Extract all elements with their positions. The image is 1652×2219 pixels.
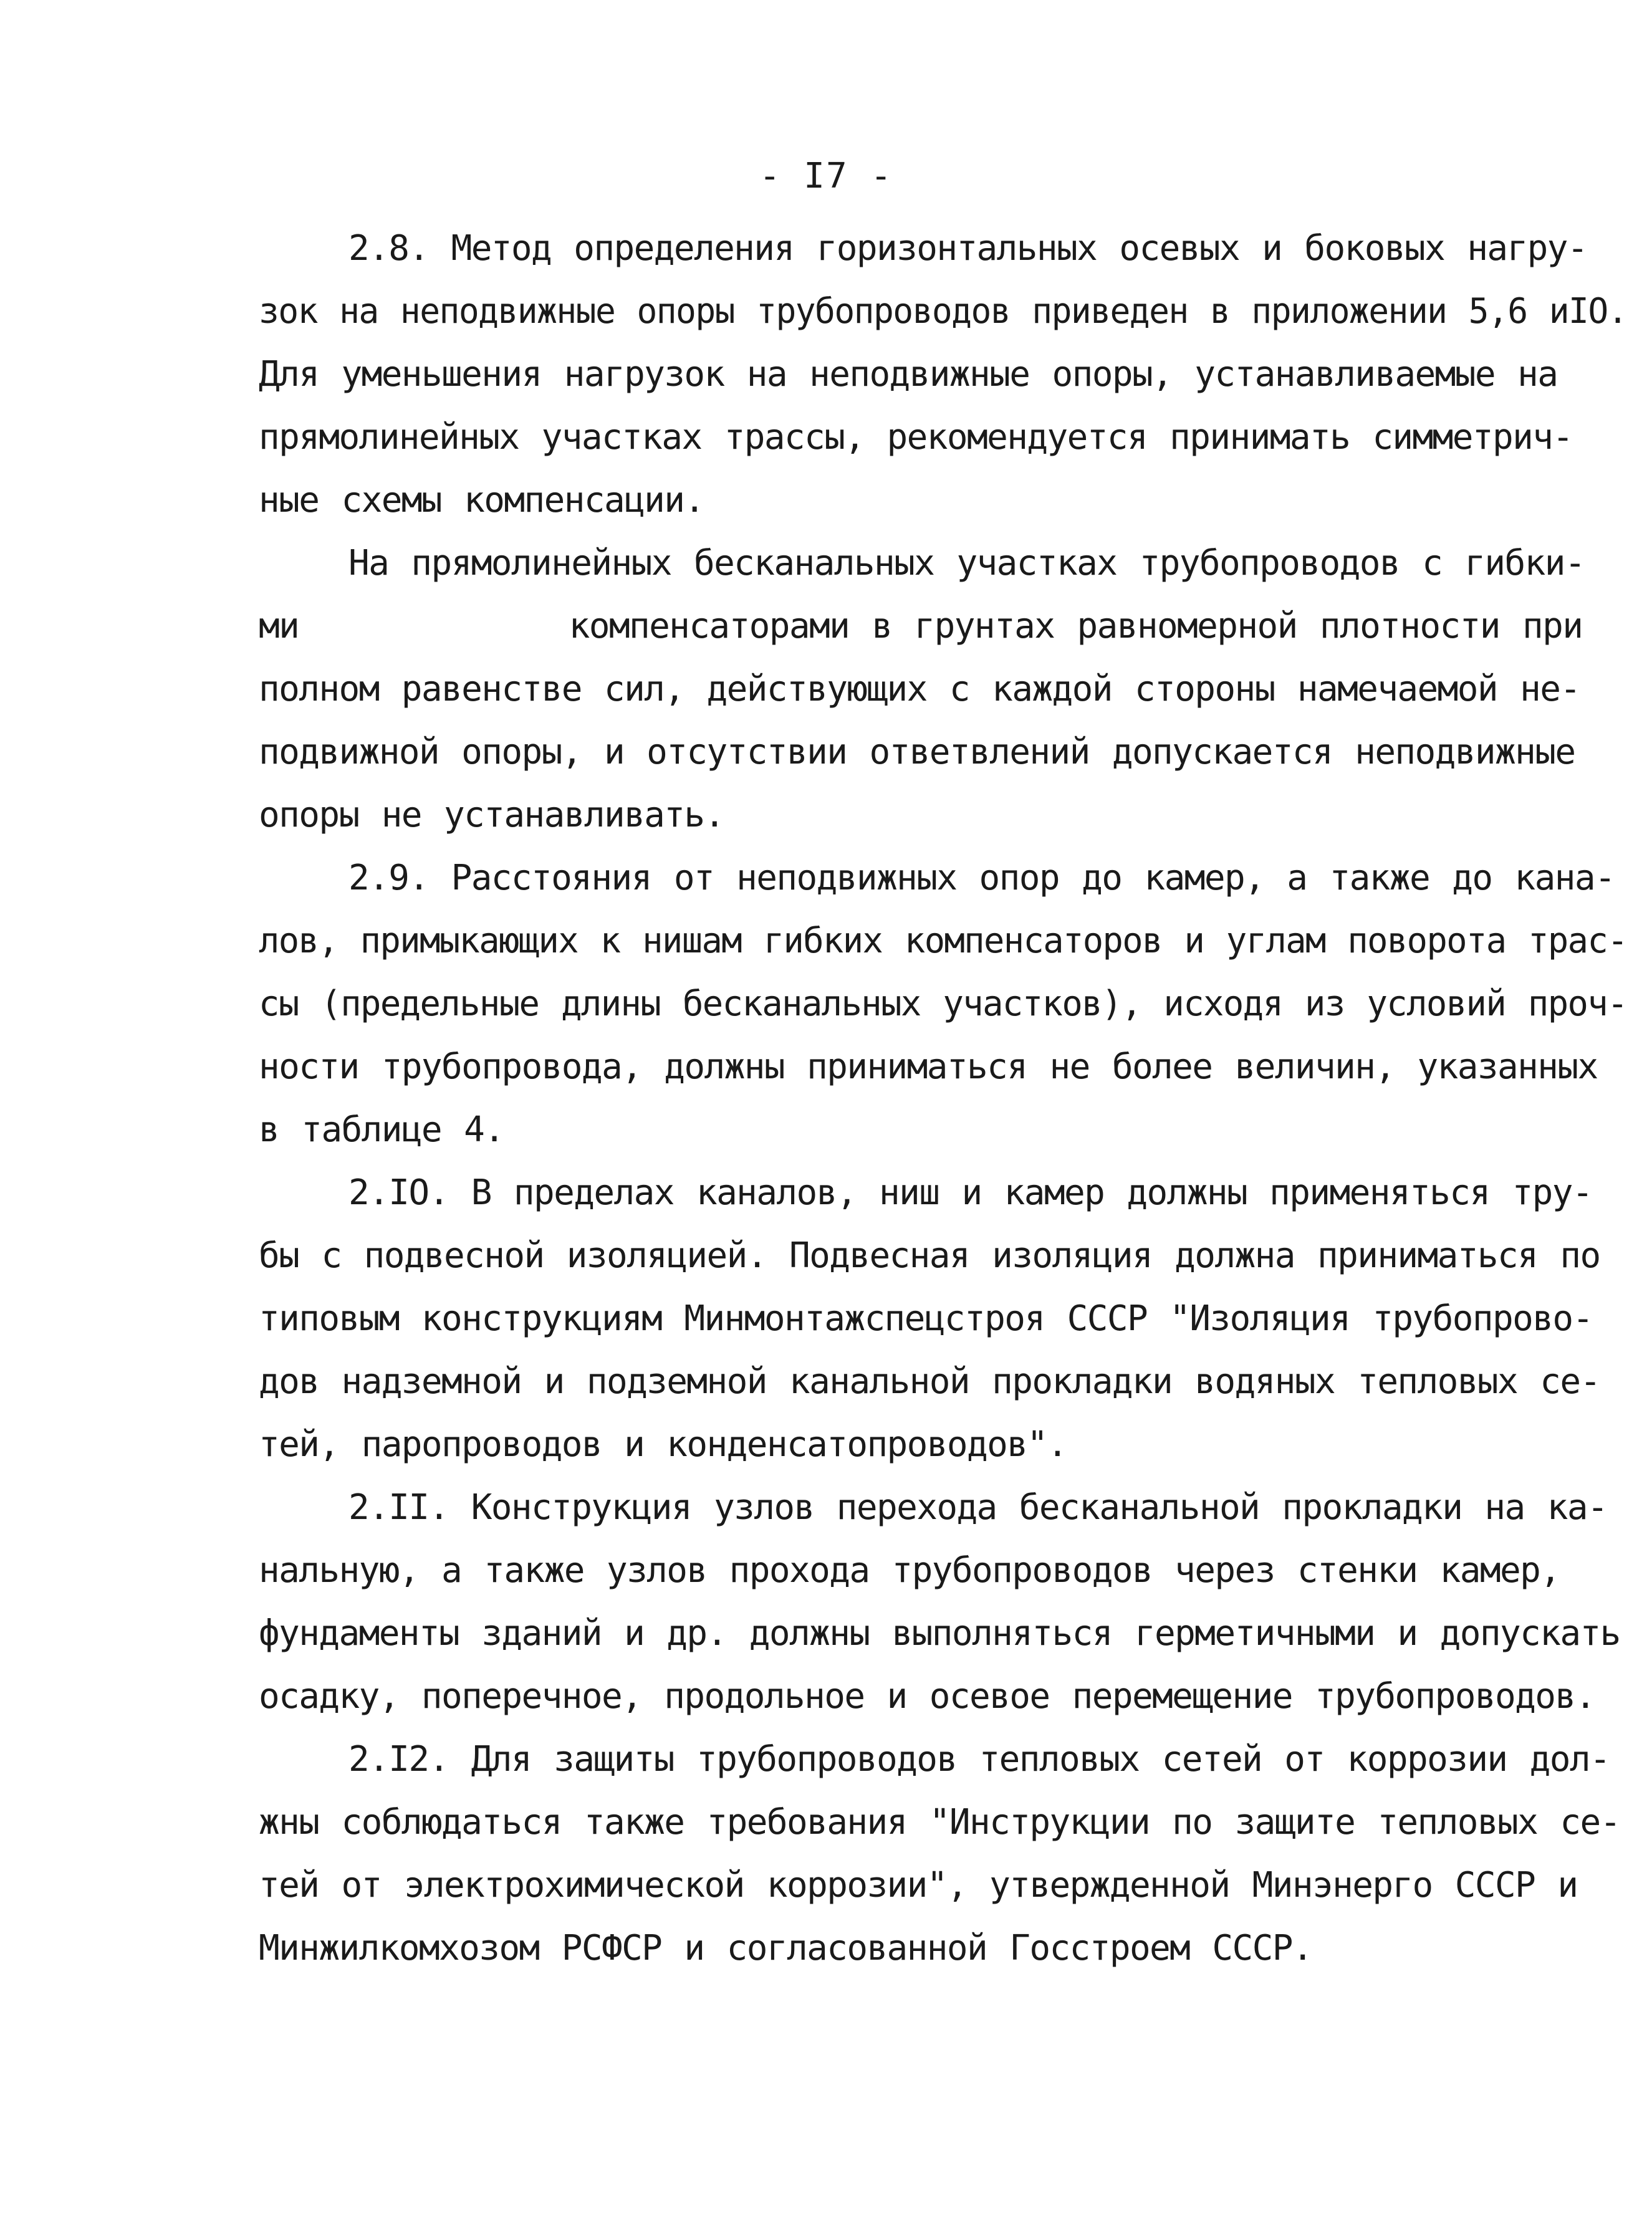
text-line: 2.9. Расстояния от неподвижных опор до камер, а также до кана- bbox=[348, 858, 1615, 898]
text-line: дов надземной и подземной канальной прокладки водяных тепловых се- bbox=[259, 1361, 1600, 1402]
text-line: фундаменты зданий и др. должны выполняться герметичными и допускать bbox=[259, 1613, 1620, 1654]
text-line: нальную, а также узлов прохода трубопроводов через стенки камер, bbox=[259, 1550, 1560, 1591]
text-line: зок на неподвижные опоры трубопроводов приведен в приложении 5,6 иIO. bbox=[259, 291, 1627, 332]
text-line: сы (предельные длины бесканальных участков), исходя из условий проч- bbox=[259, 984, 1627, 1024]
text-line: ми компенсаторами в грунтах равномерной плотности при bbox=[259, 606, 1583, 646]
text-line: опоры не устанавливать. bbox=[259, 795, 724, 835]
page-number: - I7 - bbox=[759, 156, 893, 196]
text-line: ности трубопровода, должны приниматься не более величин, указанных bbox=[259, 1047, 1598, 1087]
text-line: лов, примыкающих к нишам гибких компенсаторов и углам поворота трас- bbox=[259, 921, 1627, 961]
text-line: полном равенстве сил, действующих с каждой стороны намечаемой не- bbox=[259, 669, 1580, 709]
text-line: типовым конструкциям Минмонтажспецстроя СССР "Изоляция трубопрово- bbox=[259, 1298, 1593, 1339]
text-line: прямолинейных участках трассы, рекомендуется принимать симметрич- bbox=[259, 417, 1573, 458]
text-line: в таблице 4. bbox=[259, 1110, 504, 1150]
text-line: подвижной опоры, и отсутствии ответвлений допускается неподвижные bbox=[259, 732, 1575, 772]
text-line: жны соблюдаться также требования "Инструкции по защите тепловых се- bbox=[259, 1802, 1620, 1843]
text-line: Для уменьшения нагрузок на неподвижные опоры, устанавливаемые на bbox=[259, 354, 1558, 395]
text-line: 2.I2. Для защиты трубопроводов тепловых сетей от коррозии дол- bbox=[348, 1739, 1610, 1780]
text-line: 2.8. Метод определения горизонтальных осевых и боковых нагру- bbox=[348, 228, 1588, 269]
text-line: бы с подвесной изоляцией. Подвесная изоляция должна приниматься по bbox=[259, 1235, 1600, 1276]
text-line: Минжилкомхозом РСФСР и согласованной Госстроем СССР. bbox=[259, 1928, 1312, 1968]
text-line: тей от электрохимической коррозии", утвержденной Минэнерго СССР и bbox=[259, 1865, 1578, 1905]
text-line: ные схемы компенсации. bbox=[259, 480, 704, 520]
text-line: осадку, поперечное, продольное и осевое перемещение трубопроводов. bbox=[259, 1676, 1595, 1717]
text-line: 2.II. Конструкция узлов перехода бесканальной прокладки на ка- bbox=[348, 1487, 1608, 1528]
body-text bbox=[259, 217, 1627, 1980]
text-line: тей, паропроводов и конденсатопроводов". bbox=[259, 1424, 1067, 1465]
text-line: 2.IO. В пределах каналов, ниш и камер должны применяться тру- bbox=[348, 1172, 1593, 1213]
text-line: На прямолинейных бесканальных участках трубопроводов с гибки- bbox=[348, 543, 1585, 583]
